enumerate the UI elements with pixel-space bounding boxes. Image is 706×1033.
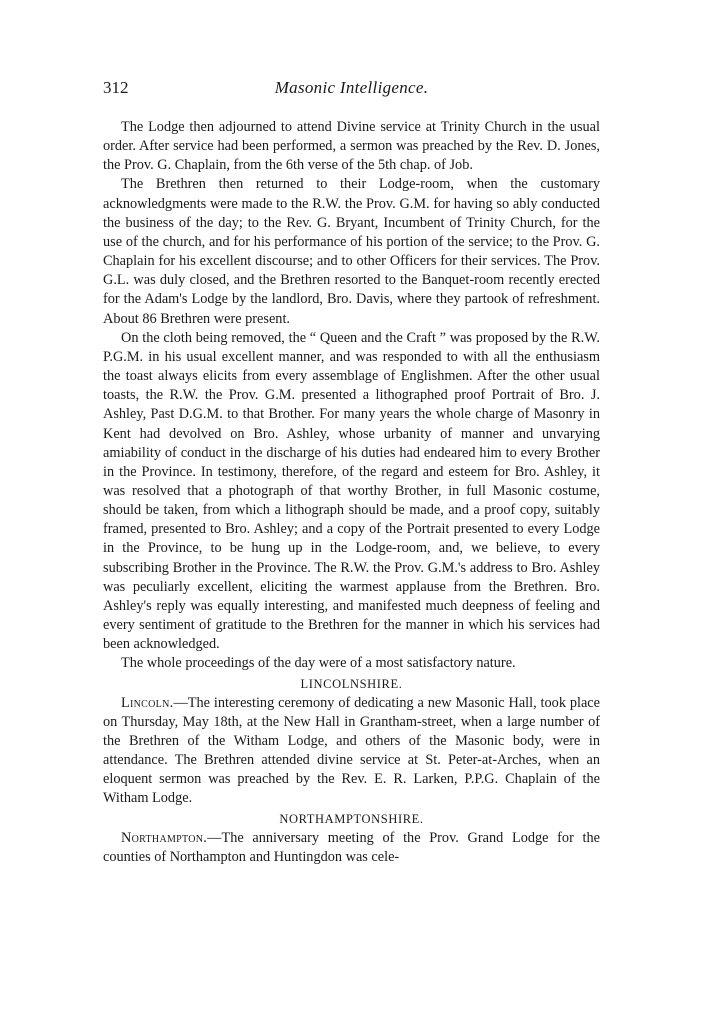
paragraph-portrait-presentation: On the cloth being removed, the “ Queen and the Craft ” was proposed by the R.W. P.G.M. in his usual excellent manner, and was responded to with all the enthusiasm the toast always elicits from every assemblage of Englishmen. After the other usual toasts, the R.W. the Prov. G.M. presented a lithographed proof Portrait of Bro. J. Ashley, Past D.G.M. to that Brother. For many years the whole charge of Masonry in Kent had devolved on Bro. Ashley, whose urbanity of manner and unvarying amiability of conduct in the discharge of his duties had endeared him to every Brother in the Province. In testimony, therefore, of the regard and esteem for Bro. Ashley, it was resolved that a photograph of that worthy Brother, in full Masonic costume, should be taken, from which a lithograph should be made, and a proof copy, suitably framed, presented to Bro. Ashley; and a copy of the Portrait presented to every Lodge in the Province, to be hung up in the Lodge-room, and, we believe, to every subscribing Brother in the Province. The R.W. the Prov. G.M.'s address to Bro. Ashley was peculiarly excellent, eliciting the warmest applause from the Brethren. Bro. Ashley's reply was equally interesting, and manifested much deepness of feeling and every sentiment of gratitude to the Brethren for the manner in which his services had been acknowledged. [103,329,600,653]
paragraph-acknowledgments: The Brethren then returned to their Lodge-room, when the customary acknowledgments were made to the R.W. the Prov. G.M. for having so ably conducted the business of the day; to the Rev. G. Bryant, Incumbent of Trinity Church, for the use of the church, and for his performance of his portion of the service; to the Prov. G. Chaplain for his excellent discourse; and to other Officers for their services. The Prov. G.L. was duly closed, and the Brethren resorted to the Banquet-room recently erected for the Adam's Lodge by the landlord, Bro. Davis, where they partook of refreshment. About 86 Brethren were present. [103,176,600,327]
lead-lincoln: Lincoln. [121,694,174,711]
lincoln-text: —The interesting ceremony of dedicating a new Masonic Hall, took place on Thursday, May 18th, at the New Hall in Grantham-street, when a large number of the Brethren of the Witham Lodge, and others of the Masonic body, were in attendance. The Brethren attended divine service at St. Peter-at-Arches, when an eloquent sermon was preached by the Rev. E. R. Larken, P.P.G. Chaplain of the Witham Lodge. [103,694,600,807]
section-heading-lincolnshire: LINCOLNSHIRE. [300,676,403,691]
paragraph-lincoln [103,694,600,809]
section-heading-northamptonshire: NORTHAMPTONSHIRE. [279,811,424,826]
page [103,78,600,867]
lead-northampton: Northampton. [121,829,208,846]
paragraph-proceedings-summary: The whole proceedings of the day were of a most satisfactory nature. [121,655,516,672]
running-title: Masonic Intelligence. [274,78,429,97]
northampton-text: —The anniversary meeting of the Prov. Grand Lodge for the counties of Northampton and Huntingdon was cele- [103,829,600,865]
paragraph-northampton [103,829,600,867]
page-number: 312 [103,78,129,97]
running-head [103,78,600,104]
paragraph-lodge-adjourned: The Lodge then adjourned to attend Divine service at Trinity Church in the usual order. After service had been performed, a sermon was preached by the Rev. D. Jones, the Prov. G. Chaplain, from the 6th verse of the 5th chap. of Job. [103,119,600,174]
